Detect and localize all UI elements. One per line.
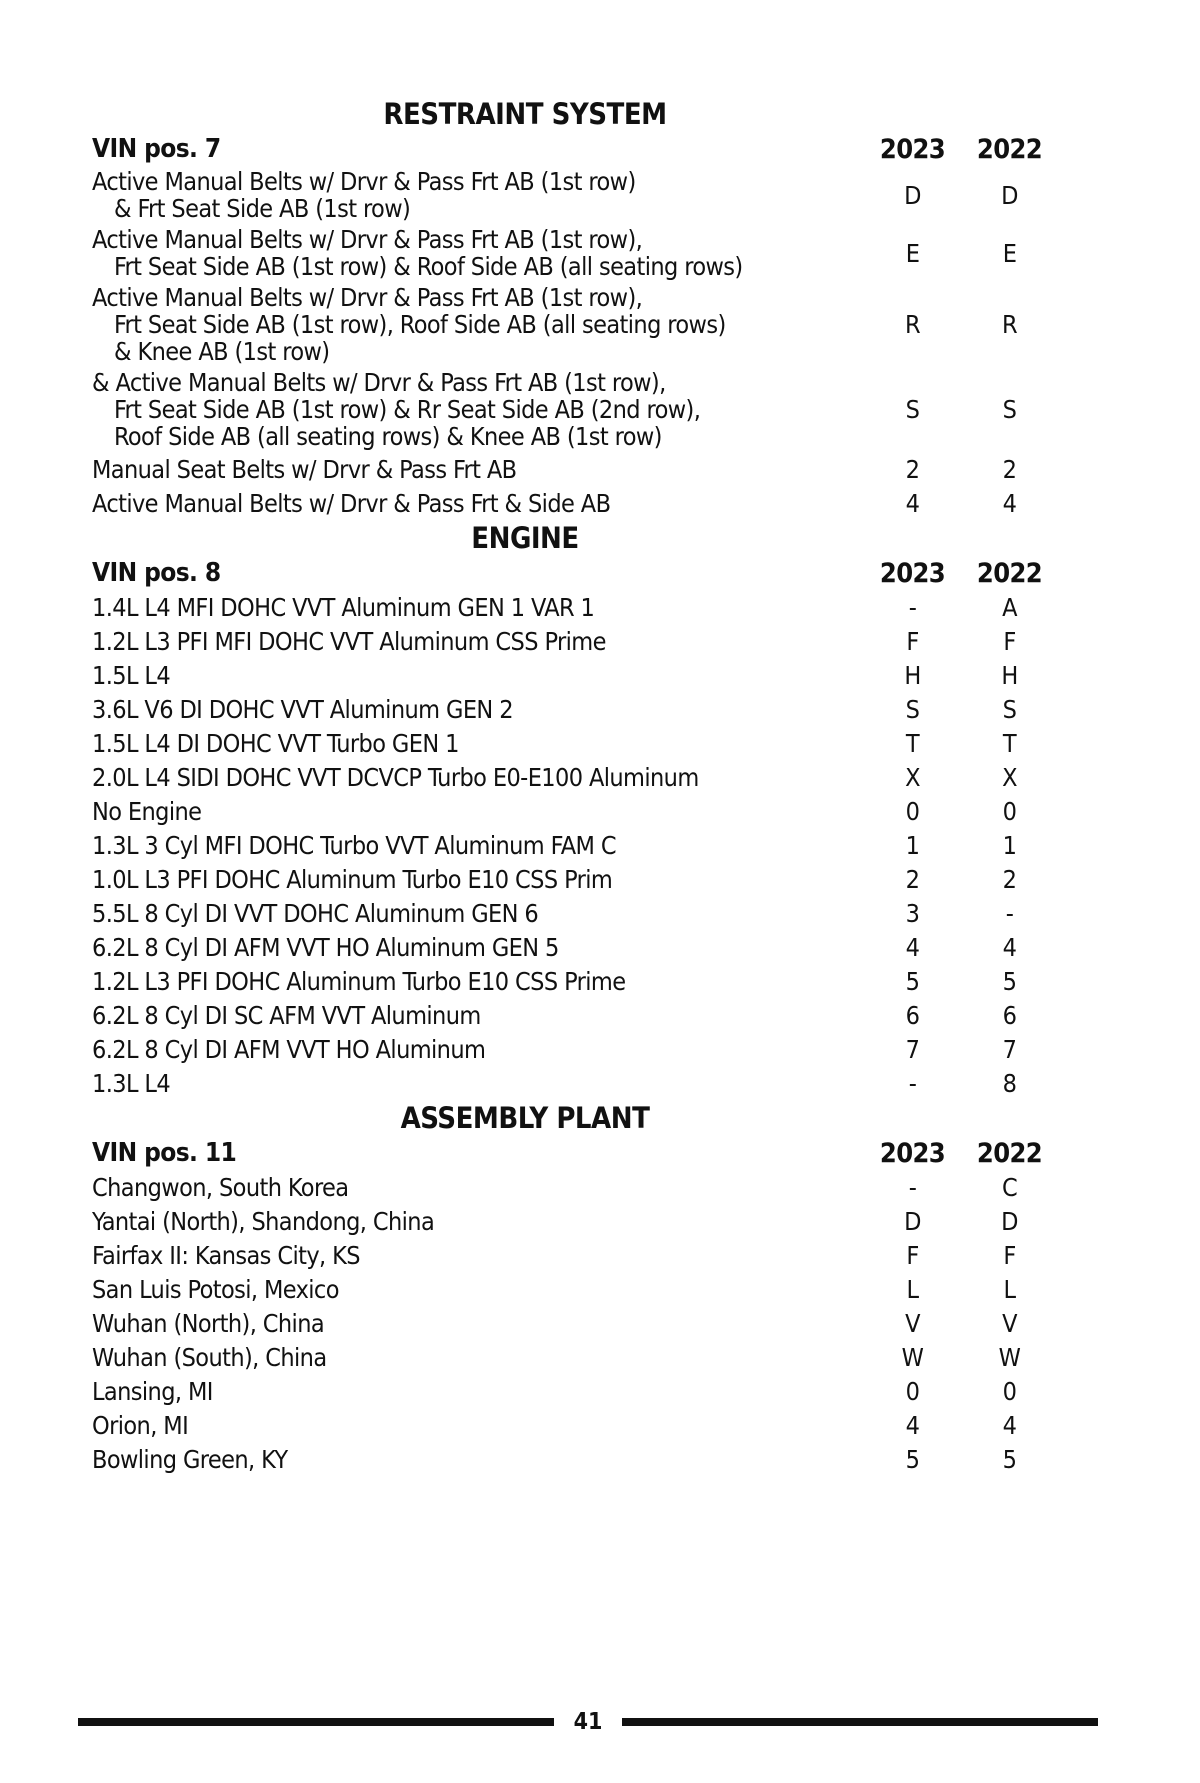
row-description [92, 728, 864, 759]
row-description [92, 592, 864, 623]
code-2022: C [1001, 1172, 1018, 1202]
table-row [92, 828, 1058, 862]
code-2022: H [1001, 660, 1018, 690]
code-2023: D [904, 180, 921, 210]
table-row [92, 452, 1058, 486]
table-row [92, 1238, 1058, 1272]
code-2022: D [1001, 1206, 1018, 1236]
code-2022: 0 [1002, 1376, 1017, 1406]
code-2022: W [998, 1342, 1021, 1372]
column-header-2022: 2022 [976, 133, 1043, 165]
row-description [92, 1444, 864, 1475]
table-row [92, 862, 1058, 896]
description-line: Manual Seat Belts w/ Drvr & Pass Frt AB [92, 454, 517, 484]
description-line: Orion, MI [92, 1410, 189, 1440]
code-2023: - [908, 1172, 917, 1202]
description-line: 1.0L L3 PFI DOHC Aluminum Turbo E10 CSS Prim [92, 864, 613, 894]
table-row [92, 486, 1058, 520]
column-header-2022: 2022 [976, 1137, 1043, 1169]
row-description [92, 1274, 864, 1305]
code-2022: F [1003, 626, 1016, 656]
row-description [92, 626, 864, 657]
code-2023: V [905, 1308, 920, 1338]
code-2023: - [908, 1068, 917, 1098]
row-description [92, 1308, 864, 1339]
code-2023: R [904, 310, 921, 339]
table-row [92, 794, 1058, 828]
code-2022: 2 [1002, 454, 1017, 484]
row-description [92, 830, 864, 861]
description-line: Fairfax II: Kansas City, KS [92, 1240, 360, 1270]
row-description [92, 1206, 864, 1237]
code-2023: - [908, 592, 917, 622]
code-2023: H [904, 660, 921, 690]
table-row [92, 166, 1058, 224]
code-2022: - [1005, 898, 1014, 928]
description-line: Wuhan (North), China [92, 1308, 325, 1338]
description-line: 1.4L L4 MFI DOHC VVT Aluminum GEN 1 VAR 1 [92, 592, 595, 622]
description-line: 6.2L 8 Cyl DI AFM VVT HO Aluminum [92, 1034, 486, 1064]
description-line: Lansing, MI [92, 1376, 213, 1406]
table-row [92, 1306, 1058, 1340]
code-2023: 0 [905, 796, 920, 826]
column-header-2022: 2022 [976, 557, 1043, 589]
code-2023: W [901, 1342, 924, 1372]
description-line: 1.5L L4 [92, 660, 171, 690]
description-line: Frt Seat Side AB (1st row) & Rr Seat Side AB (2nd row), [114, 395, 701, 424]
description-line: 2.0L L4 SIDI DOHC VVT DCVCP Turbo E0-E100 Aluminum [92, 762, 699, 792]
row-description [92, 367, 864, 452]
code-2023: F [906, 1240, 919, 1270]
table-row [92, 1032, 1058, 1066]
code-2022: T [1002, 728, 1017, 758]
table-row [92, 367, 1058, 452]
table-row [92, 1066, 1058, 1100]
description-line: Active Manual Belts w/ Drvr & Pass Frt & Side AB [92, 488, 611, 518]
row-description [92, 898, 864, 929]
code-2023: 3 [905, 898, 920, 928]
section-title: ASSEMBLY PLANT [400, 1101, 650, 1135]
description-line: 1.3L L4 [92, 1068, 171, 1098]
row-description [92, 166, 864, 224]
code-2022: F [1003, 1240, 1016, 1270]
row-description [92, 1410, 864, 1441]
section-title: ENGINE [471, 521, 579, 555]
table-row [92, 590, 1058, 624]
table-row [92, 1272, 1058, 1306]
code-2023: 7 [905, 1034, 920, 1064]
row-description [92, 864, 864, 895]
footer-rule-left [78, 1718, 554, 1726]
description-line: Roof Side AB (all seating rows) & Knee AB (1st row) [114, 422, 662, 451]
row-description [92, 932, 864, 963]
section [92, 520, 1058, 1100]
code-2022: 5 [1002, 966, 1017, 996]
code-2023: 4 [905, 932, 920, 962]
table-row [92, 964, 1058, 998]
page-footer [78, 1705, 1098, 1739]
row-description [92, 1376, 864, 1407]
code-2022: D [1001, 180, 1018, 210]
code-2022: 4 [1002, 932, 1017, 962]
description-line: 5.5L 8 Cyl DI VVT DOHC Aluminum GEN 6 [92, 898, 539, 928]
row-description [92, 1240, 864, 1271]
page-content [92, 96, 1058, 1476]
description-line: 1.3L 3 Cyl MFI DOHC Turbo VVT Aluminum FAM C [92, 830, 616, 860]
row-description [92, 1172, 864, 1203]
description-line: San Luis Potosi, Mexico [92, 1274, 339, 1304]
vin-position-label: VIN pos. 8 [92, 557, 221, 588]
table-row [92, 1170, 1058, 1204]
code-2023: E [905, 238, 920, 268]
code-2023: 0 [905, 1376, 920, 1406]
code-2022: X [1002, 762, 1017, 792]
row-description [92, 1034, 864, 1065]
code-2023: D [904, 1206, 921, 1236]
table-row [92, 224, 1058, 282]
description-line: Active Manual Belts w/ Drvr & Pass Frt AB (1st row) [92, 167, 636, 196]
table-row [92, 760, 1058, 794]
code-2023: S [905, 694, 920, 724]
description-line: Yantai (North), Shandong, China [92, 1206, 435, 1236]
code-2023: 6 [905, 1000, 920, 1030]
code-2023: L [906, 1274, 919, 1304]
description-line: 1.2L L3 PFI DOHC Aluminum Turbo E10 CSS Prime [92, 966, 626, 996]
table-row [92, 624, 1058, 658]
row-description [92, 1342, 864, 1373]
code-2022: E [1002, 238, 1017, 268]
row-description [92, 694, 864, 725]
row-description [92, 796, 864, 827]
code-2023: 5 [905, 1444, 920, 1474]
code-2022: 4 [1002, 488, 1017, 518]
description-line: & Active Manual Belts w/ Drvr & Pass Frt AB (1st row), [92, 368, 666, 397]
row-description [92, 1000, 864, 1031]
code-2022: L [1003, 1274, 1016, 1304]
code-2022: A [1002, 592, 1017, 622]
table-row [92, 1340, 1058, 1374]
code-2022: R [1001, 310, 1018, 339]
row-description [92, 966, 864, 997]
description-line: 6.2L 8 Cyl DI SC AFM VVT Aluminum [92, 1000, 481, 1030]
code-2023: 4 [905, 488, 920, 518]
table-header [92, 1136, 1058, 1170]
code-2022: 5 [1002, 1444, 1017, 1474]
section [92, 96, 1058, 520]
code-2023: 1 [905, 830, 920, 860]
description-line: Frt Seat Side AB (1st row) & Roof Side AB (all seating rows) [114, 252, 743, 281]
table-row [92, 658, 1058, 692]
vin-position-label: VIN pos. 7 [92, 133, 221, 164]
code-2022: S [1002, 395, 1017, 424]
section [92, 1100, 1058, 1476]
description-line: 6.2L 8 Cyl DI AFM VVT HO Aluminum GEN 5 [92, 932, 559, 962]
description-line: & Frt Seat Side AB (1st row) [114, 194, 411, 223]
description-line: 1.2L L3 PFI MFI DOHC VVT Aluminum CSS Prime [92, 626, 606, 656]
table-row [92, 1442, 1058, 1476]
row-description [92, 660, 864, 691]
code-2023: T [905, 728, 920, 758]
table-row [92, 1204, 1058, 1238]
description-line: 1.5L L4 DI DOHC VVT Turbo GEN 1 [92, 728, 459, 758]
footer-rule-right [622, 1718, 1098, 1726]
table-row [92, 896, 1058, 930]
row-description [92, 762, 864, 793]
section-title: RESTRAINT SYSTEM [383, 97, 667, 131]
description-line: Active Manual Belts w/ Drvr & Pass Frt AB (1st row), [92, 225, 643, 254]
code-2022: S [1002, 694, 1017, 724]
code-2023: F [906, 626, 919, 656]
code-2022: 2 [1002, 864, 1017, 894]
row-description [92, 224, 864, 282]
column-header-2023: 2023 [879, 1137, 946, 1169]
table-row [92, 282, 1058, 367]
description-line: Active Manual Belts w/ Drvr & Pass Frt AB (1st row), [92, 283, 643, 312]
description-line: 3.6L V6 DI DOHC VVT Aluminum GEN 2 [92, 694, 513, 724]
description-line: Frt Seat Side AB (1st row), Roof Side AB (all seating rows) [114, 310, 726, 339]
table-row [92, 1408, 1058, 1442]
code-2023: S [905, 395, 920, 424]
code-2022: 1 [1002, 830, 1017, 860]
table-header [92, 132, 1058, 166]
code-2022: 8 [1002, 1068, 1017, 1098]
code-2023: 2 [905, 454, 920, 484]
row-description [92, 454, 864, 485]
code-2022: 6 [1002, 1000, 1017, 1030]
code-2022: 4 [1002, 1410, 1017, 1440]
row-description [92, 282, 864, 367]
description-line: No Engine [92, 796, 202, 826]
table-row [92, 998, 1058, 1032]
table-row [92, 1374, 1058, 1408]
table-row [92, 726, 1058, 760]
table-row [92, 930, 1058, 964]
description-line: & Knee AB (1st row) [114, 337, 330, 366]
code-2023: 5 [905, 966, 920, 996]
table-header [92, 556, 1058, 590]
column-header-2023: 2023 [879, 557, 946, 589]
description-line: Bowling Green, KY [92, 1444, 288, 1474]
vin-position-label: VIN pos. 11 [92, 1137, 237, 1168]
row-description [92, 488, 864, 519]
code-2022: 7 [1002, 1034, 1017, 1064]
code-2022: V [1002, 1308, 1017, 1338]
description-line: Wuhan (South), China [92, 1342, 327, 1372]
code-2023: 4 [905, 1410, 920, 1440]
column-header-2023: 2023 [879, 133, 946, 165]
table-row [92, 692, 1058, 726]
row-description [92, 1068, 864, 1099]
code-2022: 0 [1002, 796, 1017, 826]
code-2023: X [905, 762, 920, 792]
code-2023: 2 [905, 864, 920, 894]
description-line: Changwon, South Korea [92, 1172, 349, 1202]
page-number: 41 [573, 1709, 603, 1735]
